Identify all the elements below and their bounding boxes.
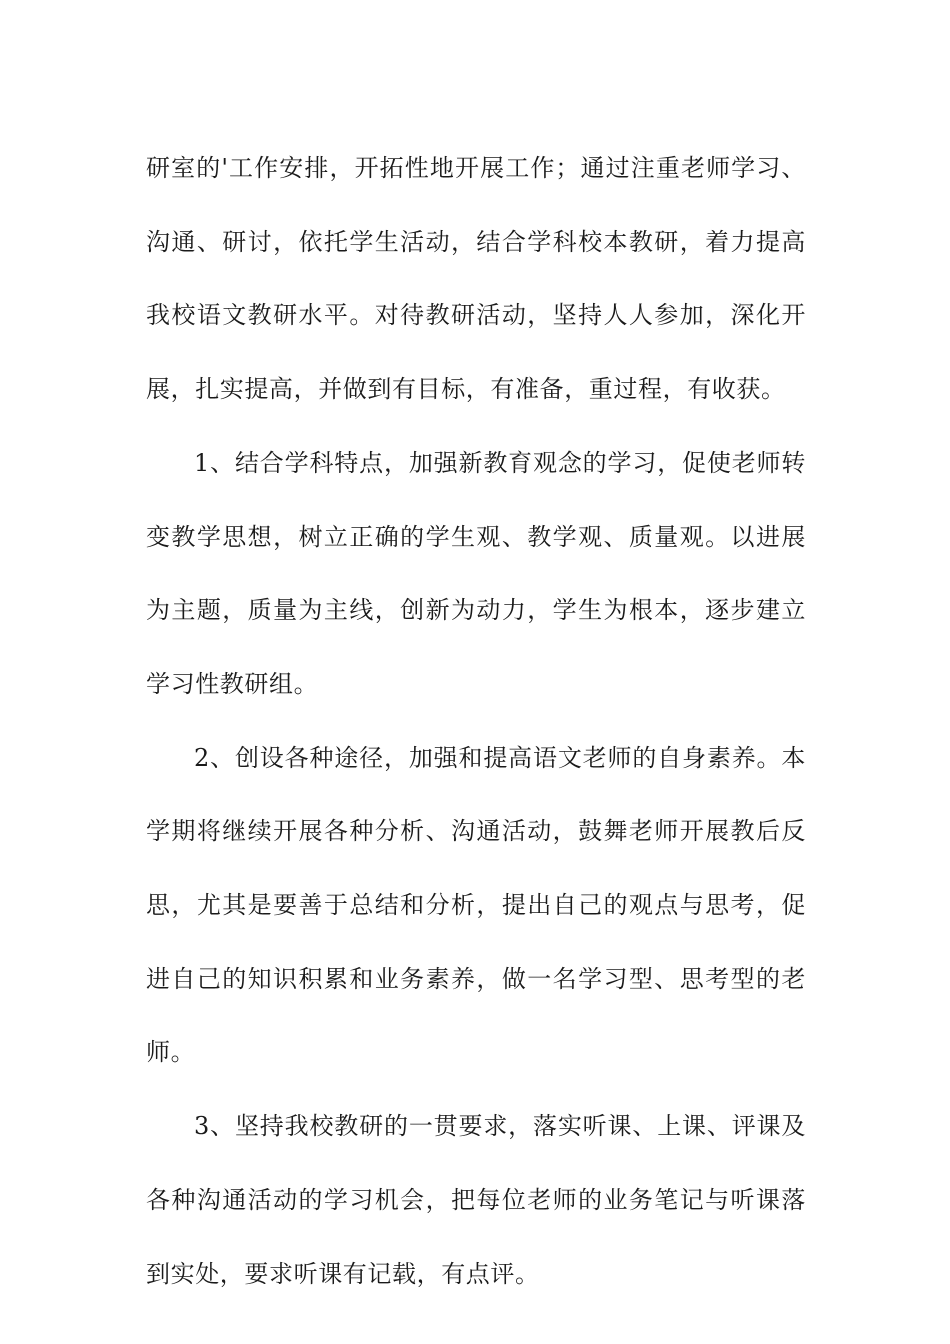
paragraph-item-3: 3、坚持我校教研的一贯要求，落实听课、上课、评课及各种沟通活动的学习机会，把每位老师的业务笔记与听课落到实处，要求听课有记载，有点评。 [146, 1112, 806, 1288]
paragraph-item-1: 1、结合学科特点，加强新教育观念的学习，促使老师转变教学思想，树立正确的学生观、教学观、质量观。以进展为主题，质量为主线，创新为动力，学生为根本，逐步建立学习性教研组。 [146, 448, 806, 698]
paragraph-item-2: 2、创设各种途径，加强和提高语文老师的自身素养。本学期将继续开展各种分析、沟通活动，鼓舞老师开展教后反思，尤其是要善于总结和分析，提出自己的观点与思考，促进自己的知识积累和业务素养，做一名学习型、思考型的老师。 [146, 743, 806, 1067]
document-body [146, 132, 806, 1311]
paragraph-continued: 研室的'工作安排，开拓性地开展工作；通过注重老师学习、沟通、研讨，依托学生活动，结合学科校本教研，着力提高我校语文教研水平。对待教研活动，坚持人人参加，深化开展，扎实提高，并做到有目标，有准备，重过程，有收获。 [146, 154, 806, 404]
